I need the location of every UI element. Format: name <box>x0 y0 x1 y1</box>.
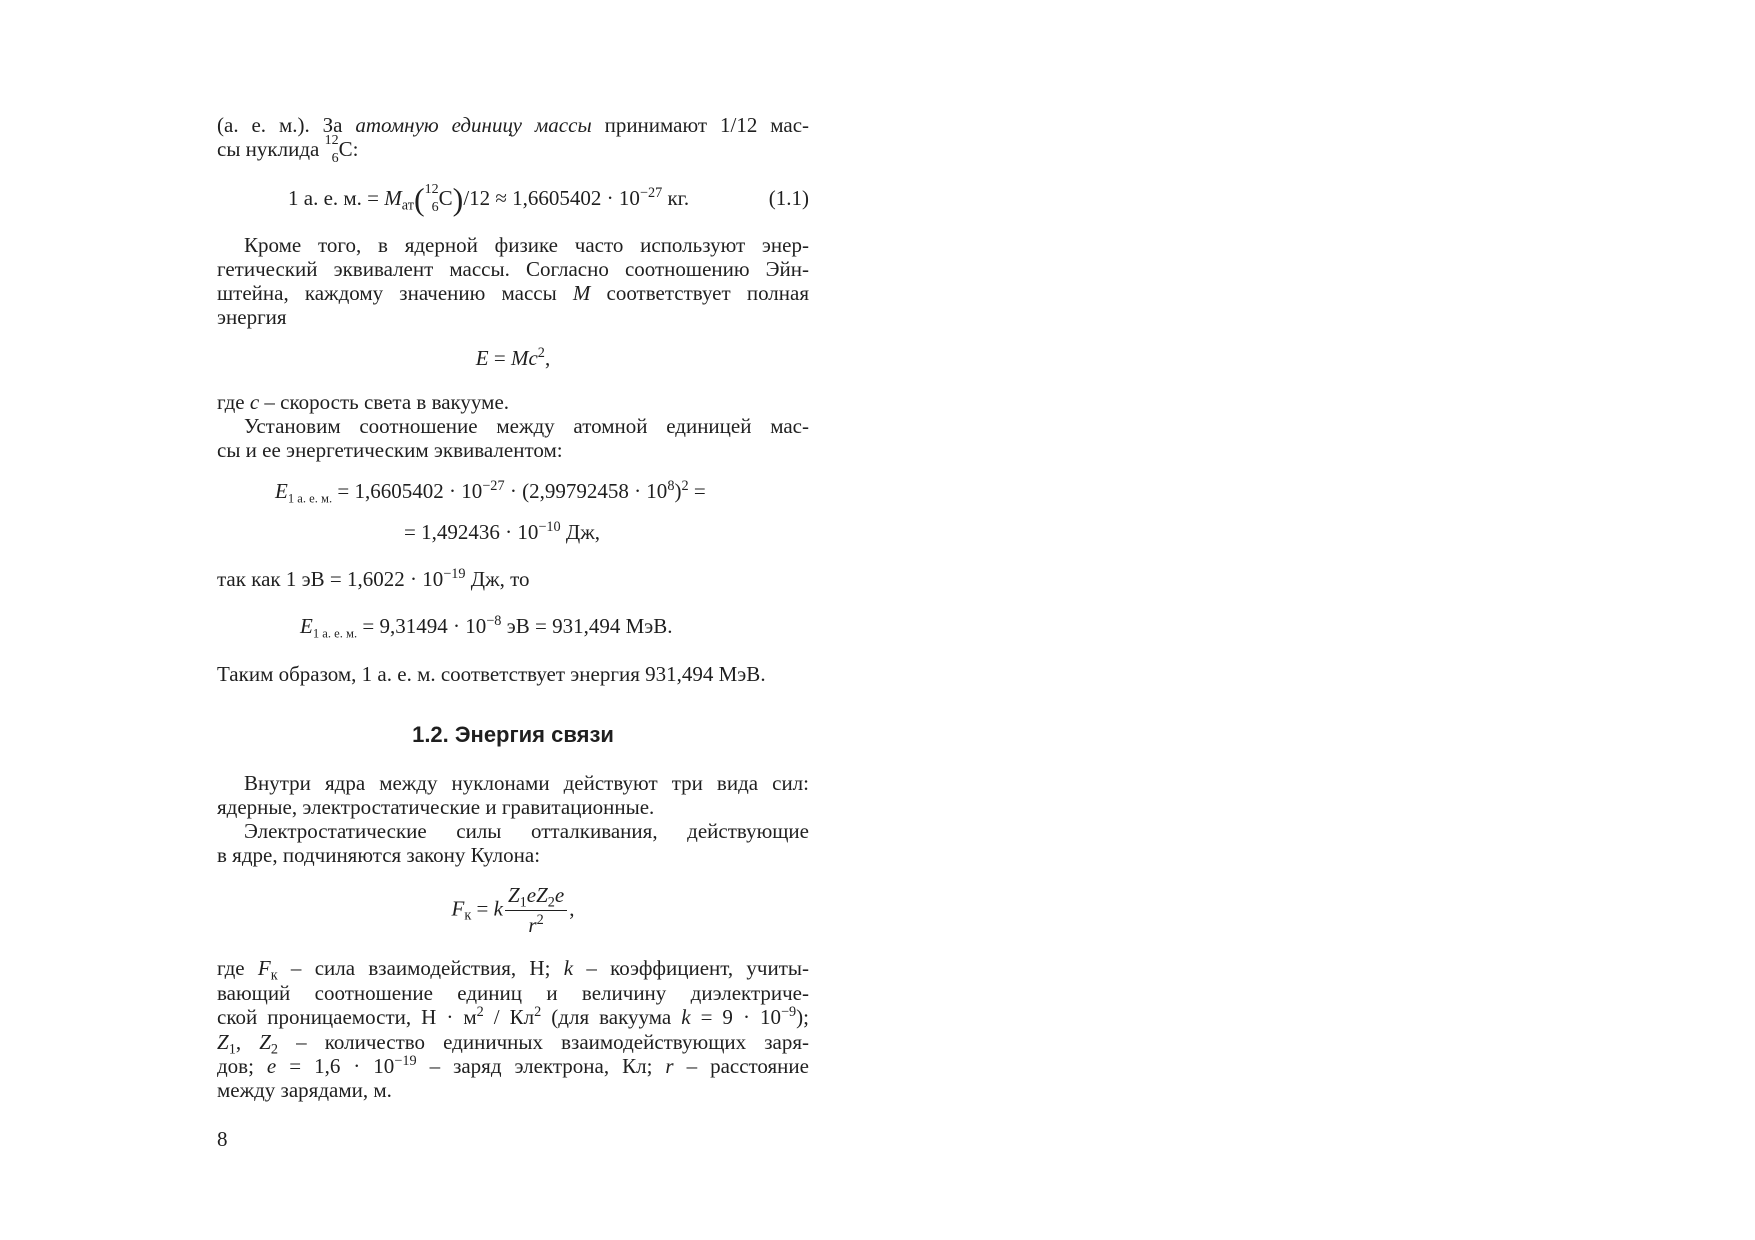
eq-text: , <box>569 896 575 921</box>
eq-exp: 2 <box>681 478 689 495</box>
text: – количество единичных взаимодействующих заря- <box>278 1030 809 1054</box>
var: e <box>266 1054 277 1078</box>
eq-text: = 1,492436 · 10 <box>404 520 539 544</box>
paragraph-8-line-2: вающий соотношение единиц и величину диэлектриче- <box>217 981 809 1005</box>
text: – коэффициент, учиты- <box>573 956 809 980</box>
paragraph-2 <box>217 390 809 415</box>
var: k <box>681 1005 691 1029</box>
eq-exp: −27 <box>482 478 505 495</box>
eq-var: Z <box>507 883 520 907</box>
eq-paren: ) <box>452 181 464 217</box>
intro-line-2 <box>217 133 809 166</box>
var: r <box>665 1054 674 1078</box>
paragraph-8-line-5 <box>217 1054 809 1079</box>
text: принимают 1/12 мас- <box>591 113 810 137</box>
element-symbol: C: <box>338 137 359 161</box>
equation-coulomb <box>217 883 809 938</box>
eq-exp: 2 <box>537 345 545 362</box>
exp: −19 <box>443 566 466 583</box>
eq-exp: −27 <box>639 185 663 202</box>
paragraph-7-line-2: в ядре, подчиняются закону Кулона: <box>217 843 541 867</box>
equation-number: (1.1) <box>768 186 809 210</box>
eq-var: E <box>300 614 313 638</box>
text: ); <box>796 1005 809 1029</box>
eq-paren: ( <box>413 181 425 217</box>
eq-var: Z <box>536 883 548 907</box>
sub: 2 <box>270 1041 279 1058</box>
exp: 2 <box>476 1004 484 1021</box>
text: сы нуклида <box>217 137 325 161</box>
eq-var: e <box>526 883 537 907</box>
text: / Кл <box>483 1005 535 1029</box>
var: Z <box>259 1030 271 1054</box>
text: (для вакуума <box>541 1005 682 1029</box>
paragraph-1-line-3 <box>217 281 809 306</box>
eq-var: e <box>554 883 565 907</box>
equation-energy-mev <box>300 614 800 639</box>
eq-text: Дж, <box>560 520 600 544</box>
exp: −19 <box>394 1053 417 1070</box>
eq-var: F <box>451 896 465 921</box>
eq-exp: 8 <box>667 478 675 495</box>
charge-number: 6 <box>331 151 339 166</box>
page-number: 8 <box>217 1127 228 1151</box>
fraction-denominator <box>505 911 567 938</box>
eq-var: Mc <box>510 346 538 370</box>
eq-var: E <box>475 346 489 370</box>
eq-var: k <box>493 896 503 921</box>
intro-line-1 <box>217 113 809 138</box>
eq-text: , <box>544 346 551 370</box>
paragraph-8-line-1 <box>217 956 809 984</box>
eq-text: 1 а. е. м. = <box>288 186 385 210</box>
text: – заряд электрона, Кл; <box>416 1054 666 1078</box>
sub: 1 <box>228 1041 236 1058</box>
fraction <box>505 883 567 938</box>
eq-sub: 2 <box>547 894 555 911</box>
nuclide-index <box>424 182 439 215</box>
mass-number: 12 <box>324 133 339 148</box>
text: = 9 · 10 <box>690 1005 781 1029</box>
charge-number: 6 <box>431 200 439 215</box>
text: = 1,6 · 10 <box>276 1054 395 1078</box>
text: соответствует полная <box>590 281 809 305</box>
eq-text: = 1,6605402 · 10 <box>332 479 483 503</box>
text: (а. е. м.). За <box>217 113 356 137</box>
exp: 2 <box>534 1004 542 1021</box>
text: штейна, каждому значению массы <box>217 281 573 305</box>
sub: к <box>270 967 278 984</box>
eq-sub: 1 а. е. м. <box>287 491 333 506</box>
mass-number: 12 <box>424 182 439 197</box>
eq-sub: 1 <box>519 894 527 911</box>
nuclide-index <box>324 133 339 166</box>
eq-unit: кг. <box>662 186 690 210</box>
text: – скорость света в вакууме. <box>259 390 510 414</box>
eq-text: = <box>488 346 511 370</box>
paragraph-8-line-4 <box>217 1030 809 1058</box>
paragraph-1-line-2: гетический эквивалент массы. Согласно соотношению Эйн- <box>217 257 809 281</box>
var: k <box>563 956 574 980</box>
text: , <box>235 1030 260 1054</box>
italic-term: атомную единицу массы <box>355 113 592 137</box>
paragraph-8-line-6: между зарядами, м. <box>217 1078 392 1102</box>
text: Дж, то <box>465 567 530 591</box>
paragraph-6-line-2: ядерные, электростатические и гравитационные. <box>217 795 655 819</box>
paragraph-8-line-3 <box>217 1005 809 1030</box>
var: M <box>572 281 591 305</box>
eq-exp: −10 <box>538 519 561 536</box>
eq-sub: к <box>464 907 472 924</box>
paragraph-7-line-1: Электростатические силы отталкивания, действующие <box>244 819 809 843</box>
text: где <box>217 390 250 414</box>
var: c <box>249 390 260 414</box>
equation-1-1 <box>288 181 809 217</box>
element-symbol: C <box>438 186 453 210</box>
eq-text: эВ = 931,494 МэВ. <box>501 614 673 638</box>
text: так как 1 эВ = 1,6022 · 10 <box>217 567 444 591</box>
eq-text: = <box>688 479 706 503</box>
eq-exp: −8 <box>486 613 502 630</box>
eq-var: E <box>275 479 288 503</box>
paragraph-1-line-4: энергия <box>217 305 287 329</box>
paragraph-3-line-2: сы и ее энергетическим эквивалентом: <box>217 438 563 462</box>
eq-text: = 9,31494 · 10 <box>357 614 487 638</box>
text: где <box>217 956 258 980</box>
paragraph-3-line-1: Установим соотношение между атомной единицей мас- <box>244 414 809 438</box>
exp: −9 <box>780 1004 797 1021</box>
eq-var: M <box>384 186 402 210</box>
eq-text: /12 ≈ 1,6605402 · 10 <box>463 186 640 210</box>
fraction-numerator <box>505 883 567 911</box>
section-heading: 1.2. Энергия связи <box>412 722 614 747</box>
text: – расстояние <box>673 1054 809 1078</box>
text: – сила взаимодействия, Н; <box>277 956 564 980</box>
eq-text: ) <box>674 479 682 503</box>
paragraph-5: Таким образом, 1 а. е. м. соответствует энергия 931,494 МэВ. <box>217 662 766 686</box>
text: ской проницаемости, Н · м <box>217 1005 477 1029</box>
eq-sub: ат <box>401 197 414 214</box>
eq-text: · (2,99792458 · 10 <box>504 479 668 503</box>
paragraph-1-line-1: Кроме того, в ядерной физике часто используют энер- <box>244 233 809 257</box>
eq-sub: 1 а. е. м. <box>312 626 358 641</box>
eq-exp: 2 <box>536 912 544 929</box>
paragraph-4 <box>217 567 809 592</box>
eq-var: r <box>528 913 537 937</box>
equation-einstein <box>217 346 809 371</box>
equation-energy-result <box>404 520 804 545</box>
paragraph-6-line-1: Внутри ядра между нуклонами действуют три вида сил: <box>244 771 809 795</box>
text: дов; <box>217 1054 267 1078</box>
var: F <box>257 956 271 980</box>
var: Z <box>217 1030 229 1054</box>
eq-text: = <box>471 896 494 921</box>
equation-energy-amu <box>275 479 795 504</box>
